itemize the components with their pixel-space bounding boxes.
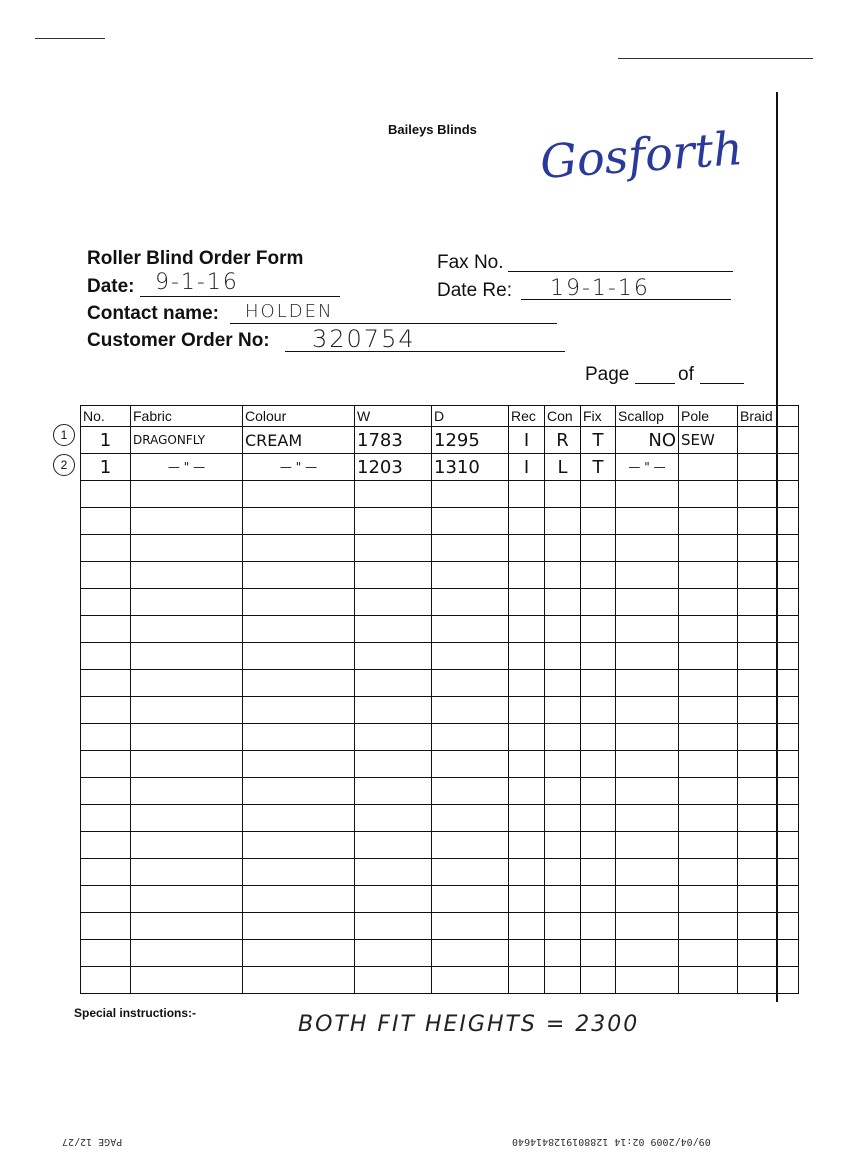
cell-d[interactable] — [432, 886, 509, 913]
cell-braid[interactable] — [738, 562, 799, 589]
cell-pole[interactable] — [679, 967, 738, 994]
cell-fix[interactable]: T — [581, 427, 616, 454]
cell-fabric[interactable]: DRAGONFLY — [131, 427, 243, 454]
cell-colour[interactable] — [243, 616, 355, 643]
header-fix: Fix — [581, 406, 616, 427]
date-label: Date: — [87, 276, 135, 297]
cell-fabric[interactable] — [131, 724, 243, 751]
cell-w[interactable] — [355, 616, 432, 643]
company-name: Baileys Blinds — [388, 122, 477, 137]
table-row — [81, 805, 799, 832]
cell-fix[interactable] — [581, 697, 616, 724]
cell-fix[interactable] — [581, 832, 616, 859]
cell-d[interactable] — [432, 940, 509, 967]
cell-fabric[interactable] — [131, 535, 243, 562]
table-row — [81, 886, 799, 913]
cell-d[interactable] — [432, 751, 509, 778]
fax-footer-left: PAGE 12/27 — [62, 1136, 123, 1147]
cell-pole[interactable] — [679, 724, 738, 751]
cell-braid[interactable] — [738, 805, 799, 832]
cell-fabric[interactable] — [131, 589, 243, 616]
header-braid: Braid — [738, 406, 799, 427]
cell-colour[interactable] — [243, 670, 355, 697]
cell-d[interactable] — [432, 724, 509, 751]
cell-rec[interactable] — [509, 616, 545, 643]
cell-d[interactable] — [432, 697, 509, 724]
header-d: D — [432, 406, 509, 427]
cell-scallop[interactable] — [616, 670, 679, 697]
cell-pole[interactable] — [679, 481, 738, 508]
cell-con[interactable] — [545, 508, 581, 535]
date-value[interactable]: 9-1-16 — [155, 270, 239, 295]
cell-colour[interactable] — [243, 481, 355, 508]
cell-scallop[interactable] — [616, 913, 679, 940]
cell-no[interactable] — [81, 940, 131, 967]
cell-w[interactable] — [355, 724, 432, 751]
cell-w[interactable] — [355, 589, 432, 616]
cell-d[interactable] — [432, 481, 509, 508]
cell-fix[interactable] — [581, 643, 616, 670]
cell-rec[interactable] — [509, 508, 545, 535]
cell-fabric[interactable] — [131, 805, 243, 832]
cell-no[interactable] — [81, 778, 131, 805]
cell-no[interactable] — [81, 886, 131, 913]
header-con: Con — [545, 406, 581, 427]
cell-pole[interactable]: SEW — [679, 427, 738, 454]
cell-con[interactable] — [545, 562, 581, 589]
cell-scallop[interactable] — [616, 481, 679, 508]
cell-w[interactable] — [355, 967, 432, 994]
cell-pole[interactable] — [679, 913, 738, 940]
cell-fabric[interactable] — [131, 778, 243, 805]
cell-no[interactable] — [81, 859, 131, 886]
cell-con[interactable] — [545, 913, 581, 940]
cell-fabric[interactable] — [131, 967, 243, 994]
cell-scallop[interactable] — [616, 724, 679, 751]
cell-braid[interactable] — [738, 535, 799, 562]
cell-braid[interactable] — [738, 616, 799, 643]
cell-braid[interactable] — [738, 427, 799, 454]
cell-w[interactable] — [355, 940, 432, 967]
cell-con[interactable]: L — [545, 454, 581, 481]
table-header-row — [81, 406, 799, 427]
cell-w[interactable] — [355, 481, 432, 508]
cell-colour[interactable] — [243, 589, 355, 616]
cell-no[interactable] — [81, 832, 131, 859]
contact-value[interactable]: HOLDEN — [245, 301, 334, 322]
cell-colour[interactable] — [243, 535, 355, 562]
cell-con[interactable] — [545, 940, 581, 967]
cell-w[interactable] — [355, 535, 432, 562]
cell-con[interactable] — [545, 724, 581, 751]
cell-rec[interactable] — [509, 778, 545, 805]
table-row — [81, 427, 799, 454]
header-rec: Rec — [509, 406, 545, 427]
table-row — [81, 940, 799, 967]
cell-braid[interactable] — [738, 886, 799, 913]
cell-con[interactable] — [545, 670, 581, 697]
table-row — [81, 616, 799, 643]
cell-colour[interactable] — [243, 967, 355, 994]
cell-colour[interactable] — [243, 643, 355, 670]
cell-braid[interactable] — [738, 778, 799, 805]
cell-rec[interactable] — [509, 805, 545, 832]
cell-d[interactable] — [432, 805, 509, 832]
cell-colour[interactable] — [243, 886, 355, 913]
cell-fix[interactable] — [581, 589, 616, 616]
cell-rec[interactable] — [509, 643, 545, 670]
cell-pole[interactable] — [679, 616, 738, 643]
table-row — [81, 697, 799, 724]
fax-label: Fax No. — [437, 252, 504, 273]
cell-colour[interactable] — [243, 940, 355, 967]
cell-fix[interactable] — [581, 481, 616, 508]
cell-pole[interactable] — [679, 535, 738, 562]
table-row — [81, 967, 799, 994]
cell-con[interactable] — [545, 589, 581, 616]
cell-fix[interactable] — [581, 913, 616, 940]
cell-no[interactable] — [81, 805, 131, 832]
cell-con[interactable] — [545, 751, 581, 778]
cell-no[interactable] — [81, 697, 131, 724]
cell-pole[interactable] — [679, 589, 738, 616]
cell-fix[interactable] — [581, 859, 616, 886]
cell-fix[interactable]: T — [581, 454, 616, 481]
cell-w[interactable] — [355, 859, 432, 886]
cell-pole[interactable] — [679, 508, 738, 535]
scan-line-top-left — [35, 38, 105, 39]
cell-colour[interactable] — [243, 697, 355, 724]
cell-fabric[interactable] — [131, 751, 243, 778]
cell-d[interactable] — [432, 562, 509, 589]
cell-fabric[interactable] — [131, 616, 243, 643]
order-table — [80, 405, 799, 994]
cell-con[interactable] — [545, 967, 581, 994]
cell-fabric[interactable] — [131, 697, 243, 724]
cell-fix[interactable] — [581, 778, 616, 805]
branch-handwritten: Gosforth — [538, 120, 745, 190]
cell-fix[interactable] — [581, 670, 616, 697]
cell-pole[interactable] — [679, 859, 738, 886]
fax-footer-right: 09/04/2009 02:14 1288019128414640 — [512, 1136, 711, 1147]
cell-con[interactable] — [545, 805, 581, 832]
cell-pole[interactable] — [679, 886, 738, 913]
cell-fabric[interactable] — [131, 859, 243, 886]
order-value[interactable]: 320754 — [312, 325, 416, 353]
cell-no[interactable] — [81, 967, 131, 994]
cell-d[interactable] — [432, 778, 509, 805]
cell-fix[interactable] — [581, 724, 616, 751]
cell-rec[interactable] — [509, 859, 545, 886]
date-re-value[interactable]: 19-1-16 — [550, 276, 650, 301]
cell-scallop[interactable] — [616, 778, 679, 805]
cell-fix[interactable] — [581, 508, 616, 535]
cell-con[interactable]: R — [545, 427, 581, 454]
cell-d[interactable] — [432, 859, 509, 886]
cell-braid[interactable] — [738, 454, 799, 481]
row-marker-2: 2 — [53, 454, 75, 476]
table-row — [81, 508, 799, 535]
cell-colour[interactable] — [243, 805, 355, 832]
page-label: Page — [585, 364, 630, 385]
cell-no[interactable]: 1 — [81, 454, 131, 481]
cell-rec[interactable] — [509, 940, 545, 967]
cell-no[interactable] — [81, 535, 131, 562]
cell-fix[interactable] — [581, 886, 616, 913]
cell-colour[interactable] — [243, 562, 355, 589]
cell-w[interactable] — [355, 643, 432, 670]
cell-rec[interactable] — [509, 562, 545, 589]
cell-braid[interactable] — [738, 508, 799, 535]
cell-w[interactable] — [355, 805, 432, 832]
cell-scallop[interactable] — [616, 697, 679, 724]
date-underline — [140, 296, 340, 297]
cell-fix[interactable] — [581, 940, 616, 967]
cell-con[interactable] — [545, 886, 581, 913]
cell-fabric[interactable] — [131, 562, 243, 589]
special-instructions-value[interactable]: BOTH FIT HEIGHTS = 2300 — [298, 1012, 640, 1037]
cell-d[interactable] — [432, 616, 509, 643]
cell-braid[interactable] — [738, 670, 799, 697]
cell-scallop[interactable] — [616, 805, 679, 832]
cell-no[interactable] — [81, 643, 131, 670]
cell-fabric[interactable] — [131, 832, 243, 859]
cell-rec[interactable]: I — [509, 427, 545, 454]
cell-no[interactable] — [81, 616, 131, 643]
header-w: W — [355, 406, 432, 427]
cell-scallop[interactable] — [616, 886, 679, 913]
cell-d[interactable] — [432, 508, 509, 535]
cell-con[interactable] — [545, 697, 581, 724]
cell-d[interactable]: 1295 — [432, 427, 509, 454]
header-colour: Colour — [243, 406, 355, 427]
cell-d[interactable] — [432, 832, 509, 859]
table-row — [81, 778, 799, 805]
of-label: of — [678, 364, 694, 385]
cell-con[interactable] — [545, 778, 581, 805]
cell-pole[interactable] — [679, 832, 738, 859]
cell-fabric[interactable]: — " — — [131, 454, 243, 481]
cell-braid[interactable] — [738, 859, 799, 886]
cell-w[interactable]: 1203 — [355, 454, 432, 481]
cell-pole[interactable] — [679, 670, 738, 697]
cell-no[interactable] — [81, 481, 131, 508]
cell-fix[interactable] — [581, 805, 616, 832]
cell-scallop[interactable] — [616, 616, 679, 643]
cell-scallop[interactable] — [616, 589, 679, 616]
cell-scallop[interactable] — [616, 832, 679, 859]
cell-scallop[interactable] — [616, 643, 679, 670]
cell-no[interactable] — [81, 562, 131, 589]
cell-braid[interactable] — [738, 481, 799, 508]
cell-scallop[interactable]: NO — [616, 427, 679, 454]
cell-rec[interactable] — [509, 832, 545, 859]
cell-braid[interactable] — [738, 967, 799, 994]
cell-pole[interactable] — [679, 751, 738, 778]
cell-scallop[interactable] — [616, 967, 679, 994]
cell-rec[interactable] — [509, 481, 545, 508]
cell-colour[interactable] — [243, 778, 355, 805]
table-row — [81, 454, 799, 481]
cell-w[interactable] — [355, 508, 432, 535]
cell-pole[interactable] — [679, 643, 738, 670]
table-row — [81, 481, 799, 508]
cell-pole[interactable] — [679, 805, 738, 832]
table-row — [81, 562, 799, 589]
special-instructions-label: Special instructions:- — [74, 1006, 197, 1020]
cell-d[interactable] — [432, 589, 509, 616]
cell-rec[interactable]: I — [509, 454, 545, 481]
cell-con[interactable] — [545, 832, 581, 859]
table-row — [81, 751, 799, 778]
header-fabric: Fabric — [131, 406, 243, 427]
cell-con[interactable] — [545, 481, 581, 508]
scan-line-top-right — [618, 58, 813, 59]
form-title: Roller Blind Order Form — [87, 248, 304, 269]
cell-w[interactable] — [355, 913, 432, 940]
fax-underline — [508, 271, 733, 272]
cell-pole[interactable] — [679, 454, 738, 481]
cell-braid[interactable] — [738, 940, 799, 967]
cell-d[interactable] — [432, 535, 509, 562]
cell-pole[interactable] — [679, 940, 738, 967]
cell-scallop[interactable] — [616, 751, 679, 778]
cell-d[interactable]: 1310 — [432, 454, 509, 481]
cell-braid[interactable] — [738, 697, 799, 724]
cell-pole[interactable] — [679, 697, 738, 724]
cell-colour[interactable] — [243, 508, 355, 535]
cell-d[interactable] — [432, 913, 509, 940]
cell-braid[interactable] — [738, 643, 799, 670]
cell-rec[interactable] — [509, 751, 545, 778]
cell-rec[interactable] — [509, 886, 545, 913]
cell-no[interactable] — [81, 508, 131, 535]
cell-braid[interactable] — [738, 913, 799, 940]
cell-no[interactable]: 1 — [81, 427, 131, 454]
contact-label: Contact name: — [87, 303, 219, 324]
cell-braid[interactable] — [738, 832, 799, 859]
cell-scallop[interactable]: — " — — [616, 454, 679, 481]
cell-fix[interactable] — [581, 967, 616, 994]
table-row — [81, 535, 799, 562]
cell-rec[interactable] — [509, 913, 545, 940]
cell-d[interactable] — [432, 670, 509, 697]
cell-braid[interactable] — [738, 724, 799, 751]
cell-scallop[interactable] — [616, 562, 679, 589]
cell-colour[interactable]: CREAM — [243, 427, 355, 454]
row-marker-1: 1 — [53, 424, 75, 446]
cell-no[interactable] — [81, 724, 131, 751]
cell-fabric[interactable] — [131, 508, 243, 535]
cell-fix[interactable] — [581, 562, 616, 589]
cell-rec[interactable] — [509, 724, 545, 751]
cell-w[interactable] — [355, 670, 432, 697]
cell-colour[interactable] — [243, 859, 355, 886]
table-row — [81, 724, 799, 751]
cell-no[interactable] — [81, 589, 131, 616]
cell-fabric[interactable] — [131, 913, 243, 940]
cell-fix[interactable] — [581, 535, 616, 562]
cell-pole[interactable] — [679, 778, 738, 805]
order-label: Customer Order No: — [87, 330, 270, 351]
table-row — [81, 643, 799, 670]
cell-w[interactable]: 1783 — [355, 427, 432, 454]
cell-fabric[interactable] — [131, 940, 243, 967]
cell-rec[interactable] — [509, 589, 545, 616]
cell-con[interactable] — [545, 535, 581, 562]
cell-scallop[interactable] — [616, 508, 679, 535]
header-scallop: Scallop — [616, 406, 679, 427]
cell-w[interactable] — [355, 778, 432, 805]
header-pole: Pole — [679, 406, 738, 427]
cell-colour[interactable] — [243, 724, 355, 751]
cell-fabric[interactable] — [131, 643, 243, 670]
cell-fix[interactable] — [581, 751, 616, 778]
table-row — [81, 913, 799, 940]
cell-w[interactable] — [355, 562, 432, 589]
cell-fix[interactable] — [581, 616, 616, 643]
cell-w[interactable] — [355, 697, 432, 724]
page-underline — [635, 383, 675, 384]
cell-colour[interactable]: — " — — [243, 454, 355, 481]
cell-no[interactable] — [81, 670, 131, 697]
cell-pole[interactable] — [679, 562, 738, 589]
cell-rec[interactable] — [509, 697, 545, 724]
cell-braid[interactable] — [738, 589, 799, 616]
cell-colour[interactable] — [243, 913, 355, 940]
of-underline — [700, 383, 744, 384]
cell-fabric[interactable] — [131, 886, 243, 913]
contact-underline — [230, 323, 557, 324]
cell-rec[interactable] — [509, 535, 545, 562]
cell-w[interactable] — [355, 751, 432, 778]
cell-w[interactable] — [355, 832, 432, 859]
date-re-label: Date Re: — [437, 280, 512, 301]
table-row — [81, 859, 799, 886]
cell-scallop[interactable] — [616, 859, 679, 886]
cell-no[interactable] — [81, 913, 131, 940]
cell-scallop[interactable] — [616, 535, 679, 562]
cell-scallop[interactable] — [616, 940, 679, 967]
cell-con[interactable] — [545, 859, 581, 886]
table-row — [81, 832, 799, 859]
cell-rec[interactable] — [509, 670, 545, 697]
cell-d[interactable] — [432, 967, 509, 994]
cell-con[interactable] — [545, 616, 581, 643]
cell-w[interactable] — [355, 886, 432, 913]
cell-con[interactable] — [545, 643, 581, 670]
cell-no[interactable] — [81, 751, 131, 778]
cell-colour[interactable] — [243, 751, 355, 778]
cell-fabric[interactable] — [131, 670, 243, 697]
table-row — [81, 670, 799, 697]
cell-braid[interactable] — [738, 751, 799, 778]
cell-rec[interactable] — [509, 967, 545, 994]
header-no: No. — [81, 406, 131, 427]
cell-colour[interactable] — [243, 832, 355, 859]
cell-fabric[interactable] — [131, 481, 243, 508]
cell-d[interactable] — [432, 643, 509, 670]
table-row — [81, 589, 799, 616]
